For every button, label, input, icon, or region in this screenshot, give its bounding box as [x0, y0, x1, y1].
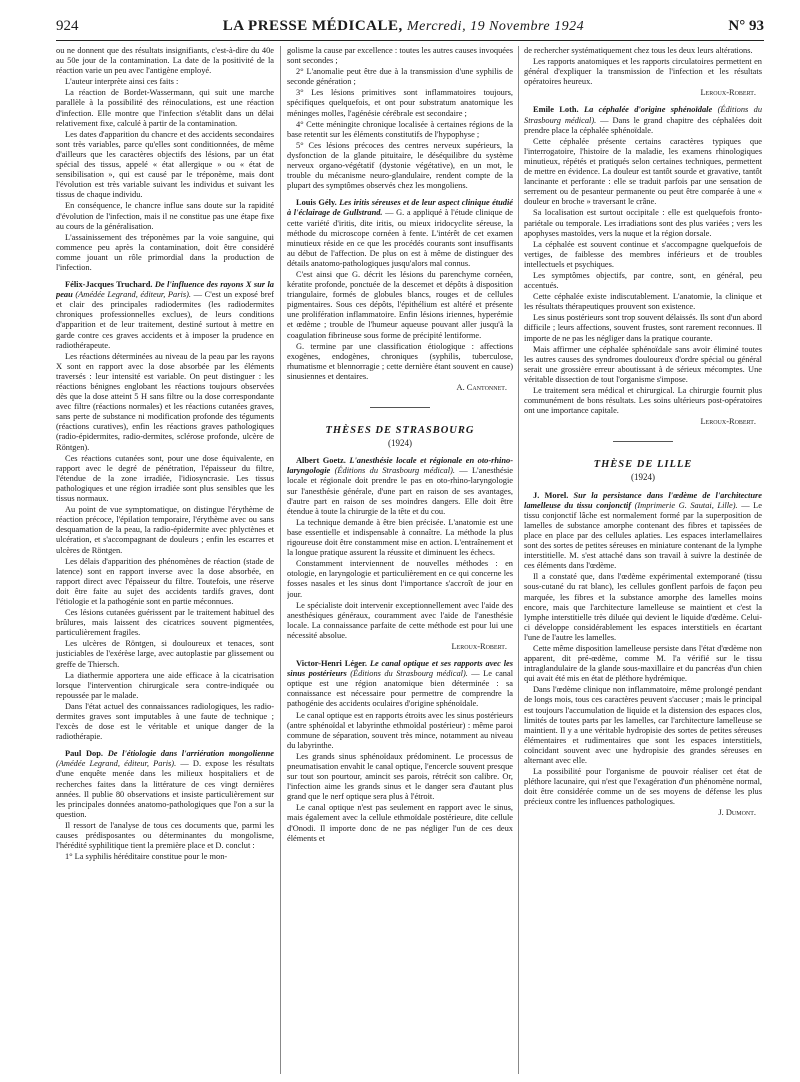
column-1 [56, 46, 274, 1076]
entry-text: — Le tissu conjonctif lâche est normalement formé par la superposition de lamelles de substance amorphe contenant des fibres et tapissées de place en place par des cellules aplaties. Les espaces interlamellaires sont des sortes de petites séreuses en miniature contenant de la lymphe interstitielle. M. s'est attaché dans son travail à suivre la destinée de ces éléments dans l'œdème. [524, 500, 762, 571]
paragraph: En conséquence, le chancre influe sans doute sur la rapidité d'évolution de l'infection, mais il ne constitue pas une étape fixe au cours de la généralisation. [56, 201, 274, 231]
paragraph: de rechercher systématiquement chez tous les deux leurs altérations. [524, 46, 753, 55]
paragraph: Cette céphalée présente certains caractères typiques que l'interrogatoire, l'histoire de la maladie, les examens rhinologiques minutieux, répétés et pratiqués selon certaines techniques, permettent de mettre en évidence. La douleur est tantôt sourde et gravative, tantôt lancinante et perforante : elle se traduit parfois par une sensation de serrement ou de pesanteur permanente ou peut être comparée à une « douleur en broche » traversant le crâne. [524, 136, 762, 207]
section-year: (1924) [631, 472, 655, 483]
reviewer-signature: A. Cantonnet. [456, 383, 507, 392]
paragraph: G. termine par une classification étiologique : affections exogènes, endogènes, chroniques (syphilis, tuberculose, rhumatisme et blennorragie ; cette dernière étant souvent en cause) sinusiennes et dentaires. [287, 341, 513, 381]
reviewer-signature: J. Dumont. [718, 808, 756, 818]
entry-title: Sur la persistance dans l'œdème de l'architecture lamelleuse du tissu conjonctif [524, 490, 762, 510]
entry-title: L'anesthésie locale et régionale en oto-rhino-laryngologie [287, 456, 513, 476]
entry-author: Victor-Henri Léger. [296, 659, 367, 669]
review-entry [524, 105, 762, 135]
reviewer-signature: Leroux-Robert. [700, 88, 756, 98]
paragraph: Les symptômes objectifs, par contre, sont, en général, peu accentués. [524, 270, 762, 291]
paragraph: Cette céphalée existe indiscutablement. L'anatomie, la clinique et les résultats thérapeutiques prouvent son existence. [524, 292, 762, 312]
paragraph: Dans l'œdème clinique non inflammatoire, même prolongé pendant de longs mois, tous ces caractères peuvent s'accuser ; mais le principal est toujours l'accumulation de liquide et la distension des espaces clos, limités de toutes parts par les lamelles, car l'architecture lamelleuse se maintient. Il y a une véritable hydropisie des sortes de petites séreuses élémentaires et rudimentaires que sont les espaces interstitiels, coïncidant souvent avec une hydropisie des grandes séreuses en alternant avec elle. [524, 685, 762, 765]
paragraph: Ces réactions cutanées sont, pour une dose équivalente, en rapport avec le degré de pénétration, l'épaisseur du filtre, l'étendue de la zone irradiée, l'idiosyncrasie. Les tissus pathologiques et une région irradiée sont plus sensibles que les tissus normaux. [56, 453, 274, 504]
entry-text: — Dans le grand chapitre des céphalées doit prendre place la céphalée sphénoïdale. [524, 115, 762, 135]
issue-number: N° 93 [728, 18, 764, 34]
section-heading: THÈSES DE STRASBOURG [325, 425, 475, 437]
paragraph: Au point de vue symptomatique, on distingue l'érythème de réaction précoce, l'épilation temporaire, l'érythème avec ou sans desquamation de la peau, la radio-épidermite avec phlyctènes et ulcération, et s'accompagnant de douleurs ; enfin les escarres et ulcères de Röntgen. [56, 505, 274, 555]
section-year: (1924) [388, 438, 412, 449]
section-heading: THÈSE DE LILLE [593, 459, 693, 471]
entry-author: Albert Goetz. [296, 456, 346, 466]
page-number: 924 [56, 18, 79, 34]
section-divider [370, 407, 430, 408]
paragraph: Le canal optique n'est pas seulement en rapport avec le sinus, mais également avec la cellule ethmoïdale postérieure, dite cellule d'Onodi. Il importe donc de ne pas négliger l'un de ces deux éléments et [287, 803, 513, 843]
entry-publisher: (Imprimerie G. Sautai, Lille). [634, 500, 738, 510]
entry-text: — D. expose les résultats d'une enquête menée dans les milieux hospitaliers et de recherches faites dans la littérature de ces vingt dernières années. Il publie 80 observations et insiste particulièrement sur les principales données anatomo-pathologiques que l'on a sur la question. [56, 759, 274, 819]
entry-author: Emile Loth. [533, 105, 579, 115]
paragraph: Les ulcères de Röntgen, si douloureux et tenaces, sont justiciables de l'exérèse large, avec autoplastie par glissement ou greffe de Thiersch. [56, 639, 274, 669]
entry-author: Paul Dop. [65, 749, 103, 759]
review-entry [56, 280, 274, 351]
paragraph: Ces lésions cutanées guérissent par le traitement habituel des brûlures, mais laissent des cicatrices souvent pigmentées, particulièrement fragiles. [56, 608, 274, 638]
paragraph: Sa localisation est surtout occipitale : elle est quelquefois fronto-pariétale ou temporale. Les irradiations sont des plus variées ; vers les apophyses mastoïdes, vers la nuque et la région dorsale. [524, 208, 762, 238]
paragraph: Les sinus postérieurs sont trop souvent délaissés. Ils sont d'un abord difficile ; leurs affections, souvent frustes, sont rarement reconnues. Il importe de ne pas les négliger dans la pratique courante. [524, 313, 762, 343]
entry-publisher: (Éditions du Strasbourg médical). [524, 105, 762, 125]
review-entry [56, 749, 274, 820]
paragraph: Les dates d'apparition du chancre et des accidents secondaires sont très variables, parce qu'elles sont conditionnées, de même d'ailleurs que les caractères objectifs des lésions, par un état spécial des tissus, appelé « état allergique » ou « état de sensibilisation », qui est causé par le tréponème, mais dont l'évolution est très variable suivant les individus et suivant les tissus de chaque individu. [56, 129, 274, 200]
entry-title: Les iritis séreuses et de leur aspect clinique étudié à l'éclairage de Gullstrand. [287, 198, 513, 218]
paragraph: L'auteur interprète ainsi ces faits : [65, 77, 179, 87]
paragraph: 3° Les lésions primitives sont inflammatoires toujours, spécifiques quelquefois, et ont pour substratum anatomique les méninges molles, l'agénésie cérébrale est secondaire ; [287, 88, 513, 118]
reviewer-signature: Leroux-Robert. [451, 641, 507, 651]
paragraph: 1° La syphilis héréditaire constitue pour le mon- [65, 852, 228, 862]
review-entry [287, 659, 513, 709]
paragraph: golisme la cause par excellence : toutes les autres causes invoquées sont secondes ; [287, 46, 513, 66]
paragraph: Constamment interviennent de nouvelles méthodes : en otologie, en laryngologie et particulièrement en ce qui concerne les fosses nasales et les sinus dont l'importance s'accroît de jour en jour. [287, 559, 513, 599]
entry-title: La céphalée d'origine sphénoïdale [583, 105, 713, 115]
column-rule [518, 46, 519, 1074]
entry-title: De l'influence des rayons X sur la peau [56, 280, 274, 300]
paragraph: Il ressort de l'analyse de tous ces documents que, parmi les causes prédisposantes ou déterminantes du mongolisme, l'hérédité syphilitique tient la première place et D. conclut : [56, 820, 274, 851]
column-3 [524, 46, 762, 1076]
entry-author: J. Morel. [533, 490, 569, 500]
paragraph: Les grands sinus sphénoïdaux prédominent. Le processus de pneumatisation envahit le canal optique, l'encercle souvent presque sur tout son pourtour, amincit ses parois, rétrécit son calibre. Or, l'infection aime les grands sinus et le danger sera d'autant plus grand que le nerf optique sera plus à l'étroit. [287, 751, 513, 802]
paragraph: 2° L'anomalie peut être due à la transmission d'une syphilis de seconde génération ; [287, 67, 513, 87]
entry-author: Louis Gély. [296, 198, 337, 208]
entry-text: — L'anesthésie locale et régionale doit prendre le pas en oto-rhino-laryngologie sur l'anesthésie générale, d'une part en raison de ses avantages, d'autre part en raison de ses moindres dangers. Elle doit être étendue à toute la chirurgie de la tête et du cou. [287, 466, 513, 516]
paragraph: Le spécialiste doit intervenir exceptionnellement avec l'aide des anesthésiques généraux, couramment avec l'aide de l'anesthésie locale. La connaissance parfaite de cette méthode est pour lui une nécessité absolue. [287, 600, 513, 640]
paragraph: 5° Ces lésions précoces des centres nerveux supérieurs, la dysfonction de la glande pituitaire, le déséquilibre du système nerveux organo-végétatif (dystonie végétative), en un mot, le trouble du mécanisme neuro-glandulaire, rendent compte de la plupart des symptômes observés chez les mongoliens. [287, 140, 513, 191]
reviewer-signature: Leroux-Robert. [700, 417, 756, 427]
paragraph: La céphalée est souvent continue et s'accompagne quelquefois de vertiges, de faiblesse des membres inférieurs et de troubles intellectuels et psychiques. [524, 239, 762, 269]
entry-publisher: (Amédée Legrand, éditeur, Paris). [56, 759, 177, 769]
column-rule [280, 46, 281, 1074]
paragraph: Il a constaté que, dans l'œdème expérimental extemporané (tissu sous-cutané du rat blanc), les cellules gonflent parfois de façon peu marquée, les fibres et la substance amorphe des lamelles moins encore, mais que l'architecture lamelleuse se maintient et c'est la lymphe interstitielle très diluée qui devient le liquide d'œdème. Celui-ci développe considérablement les espaces interstitiels en écartant l'une de l'autre les lamelles. [524, 572, 762, 642]
paragraph: Les rapports anatomiques et les rapports circulatoires permettent en général d'expliquer la transmission de l'infection et les résultats opératoires heureux. [524, 57, 762, 87]
paragraph: Cette même disposition lamelleuse persiste dans l'état d'œdème non apparent, dit pré-œdème, comme M. l'a vérifié sur le tissu intraglandulaire de la glande sous-maxillaire et du pancréas d'un chien qui avait été mis en état de pléthore hydrémique. [524, 643, 762, 684]
entry-author: Félix-Jacques Truchard. [65, 280, 153, 290]
entry-title: Le canal optique et ses rapports avec les sinus postérieurs [287, 659, 513, 679]
paragraph: La réaction de Bordet-Wassermann, qui suit une marche parallèle à la possibilité des réinoculations, est une réaction d'infection. Elle montre que l'infection s'établit dans un délai relativement fixe, calculé à partir de la contamination. [56, 88, 274, 128]
entry-publisher: (Amédée Legrand, éditeur, Paris). [75, 290, 191, 300]
journal-title [223, 18, 584, 35]
entry-publisher: (Éditions du Strasbourg médical). [334, 466, 455, 476]
paragraph: La possibilité pour l'organisme de pouvoir réaliser cet état de pléthore lacunaire, qui n'est que l'exagération d'un phénomène normal, doit être considérée comme un de ses moyens de défense les plus précieux contre les influences pathologiques. [524, 767, 762, 807]
paragraph: C'est ainsi que G. décrit les lésions du parenchyme cornéen, kératite profonde, ponctuée de la descemet et dépôts à disposition triangulaire, formés de globules blancs, rouges et de cellules pigmentaires. Sous ces dépôts, l'épithélium est altéré et présente une prolifération inflammatoire. Enfin lésions iriennes, hyperémie et œdème ; trouble de l'humeur aqueuse pouvant aller jusqu'à la coagulation fibrineuse sous forme de précipité lentiforme. [287, 269, 513, 340]
journal-name: LA PRESSE MÉDICALE, [222, 18, 403, 34]
paragraph: Dans l'état actuel des connaissances radiologiques, les radio-dermites graves sont imputables à une faute de technique ; l'excès de dose est le véritable et unique danger de la radiothérapie. [56, 701, 274, 742]
review-entry [524, 491, 762, 572]
paragraph: Les délais d'apparition des phénomènes de réaction (stade de latence) sont en rapport inverse avec la dose absorbée, en rapport direct avec l'épaisseur du filtre. Toutefois, une réserve doit être faite au sujet des accidents tardifs graves, dont l'étiologie et la pathogénie sont en partie méconnues. [56, 556, 274, 606]
entry-text: — Le canal optique est une région anatomique bien déterminée : sa connaissance est nécessaire pour permettre de comprendre la pathogénie des accidents oculaires d'origine sphénoïdale. [287, 669, 513, 709]
paragraph: Les réactions déterminées au niveau de la peau par les rayons X sont en rapport avec la dose absorbée par les éléments traversés : leur intensité est variable. On peut distinguer : les réactions bénignes englobant les réactions toujours observées dès que la dose atteint 5 H sans filtre ou la dose correspondante avec filtre (réactions normales) et les réactions cutanées graves, sans perte de substance ni modification profonde des téguments (réactions curatives), enfin les réactions graves pathologiques (radio-épidermites, radio-dermites, sclérose profonde, ulcère de Röntgen). [56, 351, 274, 452]
entry-publisher: (Éditions du Strasbourg médical). [350, 669, 468, 679]
issue-date: Mercredi, 19 Novembre 1924 [407, 19, 585, 34]
column-2 [287, 46, 513, 1076]
review-entry [287, 198, 513, 269]
paragraph: La technique demande à être bien précisée. L'anatomie est une base essentielle et indispensable à connaître. La méthode la plus rigoureuse doit être constamment mise en action. L'entraînement et la longue pratique assurent la réussite et diminuent les échecs. [287, 517, 513, 558]
entry-title: De l'étiologie dans l'arriération mongolienne [107, 749, 274, 759]
section-divider [613, 441, 673, 442]
paragraph: 4° Cette méningite chronique localisée à certaines régions de la base retentit sur les éléments constitutifs de l'hypophyse ; [287, 119, 513, 139]
paragraph: Mais affirmer une céphalée sphénoïdale sans avoir éliminé toutes les autres causes des syndromes douloureux d'ordre spécial ou général serait une grossière erreur aboutissant à de sérieux mécomptes. Une véritable dissection de tout l'organisme s'impose. [524, 344, 762, 384]
paragraph: La diathermie apportera une aide efficace à la cicatrisation lorsque l'intervention chirurgicale sera contre-indiquée ou repoussée par le malade. [56, 670, 274, 700]
paragraph: ou ne donnent que des résultats insignifiants, c'est-à-dire du 40e au 50e jour de la contamination. La date de la positivité de la réaction varie un peu avec l'antigène employé. [56, 46, 274, 76]
paragraph: Le traitement sera médical et chirurgical. La chirurgie fournit plus communément de bons résultats. Les soins ultérieurs post-opératoires ont une importance capitale. [524, 386, 762, 416]
review-entry [287, 456, 513, 517]
paragraph: Le canal optique est en rapports étroits avec les sinus postérieurs (antre sphénoïdal et labyrinthe ethmoïdal postérieur) : même paroi commune de séparation, souvent très mince, notamment au niveau du labyrinthe. [287, 710, 513, 750]
entry-text: — G. a appliqué à l'étude clinique de cette variété d'iritis, dite iritis, ou mieux iridocyclite séreuse, la méthode du microscope cornéen à fente. L'intérêt de cet examen minutieux réside en ce que les procédés courants sont insuffisants au début de l'affection. De plus on est à même de distinguer des détails anatomo-pathologiques jusqu'alors mal connus. [287, 208, 513, 268]
entry-text: — C'est un exposé bref et clair des principales radiodermites (les radiodermites chroniques professionnelles exclues), de leurs conditions d'apparition et de leur traitement, destiné surtout à mettre en garde contre ces graves accidents et à imposer la prudence en radiothérapeute. [56, 290, 274, 350]
paragraph: L'assainissement des tréponèmes par la voie sanguine, qui commence peu après la contamination, doit être considéré comme jouant un rôle primordial dans la production de l'infection. [56, 232, 274, 272]
page-header [56, 18, 764, 41]
